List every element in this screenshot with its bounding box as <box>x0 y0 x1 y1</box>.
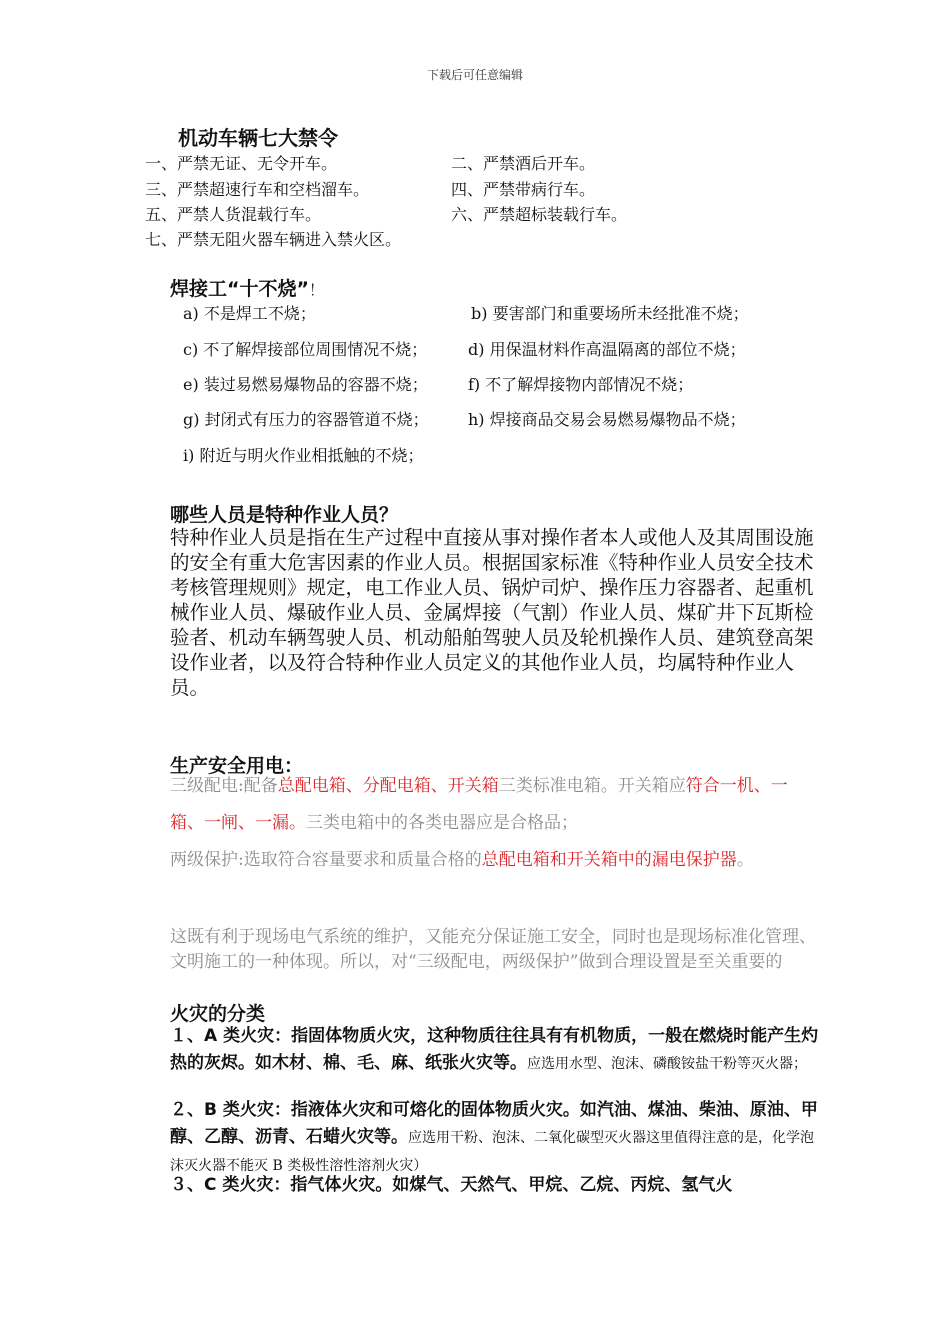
welding-item: e) 装过易燃易爆物品的容器不烧； <box>183 375 428 394</box>
fire-class-a-note: 应选用水型、泡沫、磷酸铵盐干粉等灭火器； <box>527 1056 807 1072</box>
rule-item: 一、严禁无证、无令开车。 <box>145 154 338 173</box>
text-span: 两级保护:选取符合容量要求和质量合格的 <box>170 850 482 870</box>
highlight-span: 符合一机、一箱、一闸、一漏。 <box>170 776 788 833</box>
welding-title: 焊接工“十不烧” <box>170 278 309 300</box>
special-workers-text: 特种作业人员是指在生产过程中直接从事对操作者本人或他人及其周围设施的安全有重大危害因素的作业人员。根据国家标准《特种作业人员安全技术考核管理规则》规定，电工作业人员、锅炉司炉、操作压力容器者、起重机械作业人员、爆破作业人员、金属焊接（气割）作业人员、煤矿井下瓦斯检验者、机动车辆驾驶人员、机动船舶驾驶人员及轮机操作人员、建筑登高架设作业者，以及符合特种作业人员定义的其他作业人员，均属特种作业人员。 <box>170 526 814 699</box>
fire-class-b-note: 应选用干粉、泡沫、二氧化碳型灭火器这里值得注意的是，化学泡沫灭火器不能灭 B 类极性溶性溶剂火灾） <box>170 1130 814 1174</box>
welding-item: b) 要害部门和重要场所未经批准不烧； <box>471 304 749 323</box>
electricity-note: 这既有利于现场电气系统的维护，又能充分保证施工安全，同时也是现场标准化管理、文明施工的一种体现。所以，对“三级配电，两级保护”做到合理设置是至关重要的 <box>170 927 816 972</box>
welding-item: c) 不了解焊接部位周围情况不烧； <box>183 340 428 359</box>
special-workers-body <box>170 525 820 700</box>
text-span: 三类电箱中的各类电器应是合格品； <box>306 813 578 833</box>
electricity-para-1 <box>170 768 820 842</box>
fire-class-a-text: １、A 类火灾：指固体物质火灾，这种物质往往具有有机物质，一般在燃烧时能产生灼热的灰烬。如木材、棉、毛、麻、纸张火灾等。 <box>170 1026 819 1073</box>
section-title-special-workers: 哪些人员是特种作业人员？ <box>170 504 399 526</box>
highlight-span: 总配电箱、分配电箱、开关箱 <box>277 776 499 796</box>
text-span: 三类标准电箱。开关箱应 <box>498 776 686 796</box>
section-title-vehicle-rules: 机动车辆七大禁令 <box>178 126 338 150</box>
rule-item: 四、严禁带病行车。 <box>451 180 596 199</box>
rule-item: 七、严禁无阻火器车辆进入禁火区。 <box>145 230 402 249</box>
welding-item: a) 不是焊工不烧； <box>183 304 316 323</box>
rule-item: 五、严禁人货混载行车。 <box>145 205 322 224</box>
section-title-fire-classes: 火灾的分类 <box>170 1003 266 1025</box>
welding-item: d) 用保温材料作高温隔离的部位不烧； <box>468 340 746 359</box>
fire-class-b-text: ２、B 类火灾：指液体火灾和可熔化的固体物质火灾。如汽油、煤油、柴油、原油、甲醇、乙醇、沥青、石蜡火灾等。 <box>170 1100 818 1147</box>
highlight-span: 总配电箱和开关箱中的漏电保护器 <box>481 850 737 870</box>
welding-item: g) 封闭式有压力的容器管道不烧； <box>183 410 429 429</box>
rule-item: 六、严禁超标装载行车。 <box>451 205 628 224</box>
welding-item: f) 不了解焊接物内部情况不烧； <box>468 375 694 394</box>
rule-item: 二、严禁酒后开车。 <box>451 154 596 173</box>
welding-item: i) 附近与明火作业相抵触的不烧； <box>183 446 424 465</box>
section-title-welding <box>170 274 324 301</box>
welding-title-mark: ！ <box>308 281 324 299</box>
header-note: 下载后可任意编辑 <box>426 68 523 82</box>
text-span: 。 <box>736 850 754 870</box>
fire-class-b <box>170 1097 820 1180</box>
welding-item: h) 焊接商品交易会易燃易爆物品不烧； <box>468 410 746 429</box>
fire-class-a <box>170 1023 820 1078</box>
fire-class-c-text: ３、C 类火灾：指气体火灾。如煤气、天然气、甲烷、乙烷、丙烷、氢气火 <box>170 1175 733 1195</box>
section-title-electricity: 生产安全用电： <box>170 755 304 777</box>
rule-item: 三、严禁超速行车和空档溜车。 <box>145 180 370 199</box>
fire-class-c <box>170 1172 820 1199</box>
electricity-para-2 <box>170 842 820 879</box>
text-span: 三级配电:配备 <box>170 776 278 796</box>
